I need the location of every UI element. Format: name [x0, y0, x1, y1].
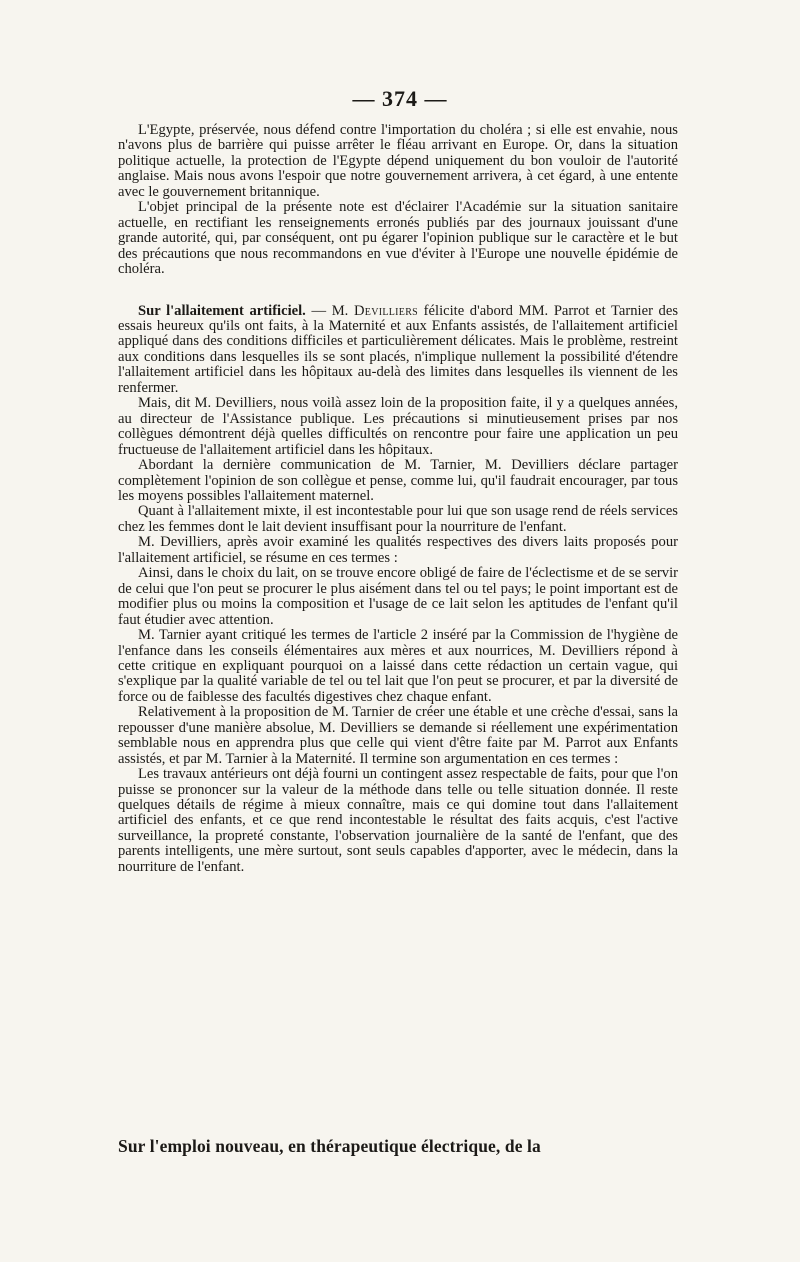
section-heading: Sur l'allaitement artificiel. — [138, 302, 306, 319]
page-number: — 374 — — [352, 86, 448, 111]
paragraph: Mais, dit M. Devilliers, nous voilà assez loin de la proposition faite, il y a quelques années, au directeur de l'Assistance publique. Les précautions si minutieusement prises par nos collègues démontrent déjà quelles difficultés on rencontre pour faire une application un peu fructueuse de l'allaitement artificiel dans les hôpitaux. — [118, 395, 678, 458]
paragraph-text: félicite d'abord MM. Parrot et Tarnier des essais heureux qu'ils ont faits, à la Maternité et aux Enfants assistés, de l'allaitement artificiel appliqué dans des conditions difficiles et particulièrement délicates. Mais le problème, restreint aux conditions dans lesquelles ils se sont placés, n'implique nullement la possibilité d'étendre l'allaitement artificiel dans les hôpitaux au-delà des limites dans lesquelles ils viennent de les renfermer. — [118, 302, 679, 396]
body-text — [118, 123, 678, 875]
next-section-heading: Sur l'emploi nouveau, en thérapeutique électrique, de la — [118, 1136, 541, 1156]
author-name: Devilliers — [353, 302, 419, 319]
heading-dash: — M. — [305, 302, 354, 319]
paragraph: Les travaux antérieurs ont déjà fourni un contingent assez respectable de faits, pour que l'on puisse se prononcer sur la valeur de la méthode dans telle ou telle situation donnée. Il reste quelques détails de régime à mieux connaître, mais ce qui domine tout dans l'allaitement artificiel des enfants, et ce que rend incontestable le résultat des faits acquis, c'est l'active surveillance, la propreté constante, l'observation journalière de la santé de l'enfant, que des parents intelligents, une mère surtout, sont seuls capables d'apporter, avec le médecin, dans la nourriture de l'enfant. — [118, 766, 678, 875]
paragraph: Quant à l'allaitement mixte, il est incontestable pour lui que son usage rend de réels services chez les femmes dont le lait devient insuffisant pour la nourriture de l'enfant. — [118, 503, 678, 535]
paragraph: M. Tarnier ayant critiqué les termes de l'article 2 inséré par la Commission de l'hygiène de l'enfance dans les conseils élémentaires aux mères et aux nourrices, M. Devilliers répond à cette critique en expliquant pourquoi on a laissé dans cette rédaction un certain vague, qui s'explique par la qualité variable de tel ou tel lait que l'on peut se procurer, et par la diversité de force ou de faiblesse des facultés digestives chez chaque enfant. — [118, 627, 678, 705]
section-paragraph — [118, 304, 678, 397]
paragraph: Ainsi, dans le choix du lait, on se trouve encore obligé de faire de l'éclectisme et de se servir de celui que l'on peut se procurer le plus aisément dans tel ou tel pays; le point important est de modifier plus ou moins la composition et l'usage de ce lait selon les aptitudes de l'enfant qu'il faut étudier avec attention. — [118, 565, 678, 628]
paragraph: L'Egypte, préservée, nous défend contre l'importation du choléra ; si elle est envahie, nous n'avons plus de barrière qui puisse arrêter le fléau arrivant en Europe. Or, dans la situation politique actuelle, la protection de l'Egypte dépend uniquement du bon vouloir de l'autorité anglaise. Mais nous avons l'espoir que notre gouvernement arrivera, à cet égard, à une entente avec le gouvernement britannique. — [118, 122, 678, 200]
paragraph: M. Devilliers, après avoir examiné les qualités respectives des divers laits proposés pour l'allaitement artificiel, se résume en ces termes : — [118, 534, 678, 566]
paragraph: L'objet principal de la présente note est d'éclairer l'Académie sur la situation sanitaire actuelle, en rectifiant les renseignements erronés publiés par des journaux jouissant d'une grande autorité, qui, par conséquent, ont pu égarer l'opinion publique sur le caractère et le but des précautions que nous recommandons en vue d'éviter à l'Europe une nouvelle épidémie de choléra. — [118, 199, 678, 278]
paragraph: Relativement à la proposition de M. Tarnier de créer une étable et une crèche d'essai, sans la repousser d'une manière absolue, M. Devilliers se demande si réellement une expérimentation semblable nous en apprendra plus que celle qui vient d'être faite par M. Parrot aux Enfants assistés, et par M. Tarnier à la Maternité. Il termine son argumentation en ces termes : — [118, 704, 678, 767]
paragraph: Abordant la dernière communication de M. Tarnier, M. Devilliers déclare partager complètement l'opinion de son collègue et pense, comme lui, qu'il faudrait encourager, par tous les moyens possibles l'allaitement maternel. — [118, 457, 678, 504]
